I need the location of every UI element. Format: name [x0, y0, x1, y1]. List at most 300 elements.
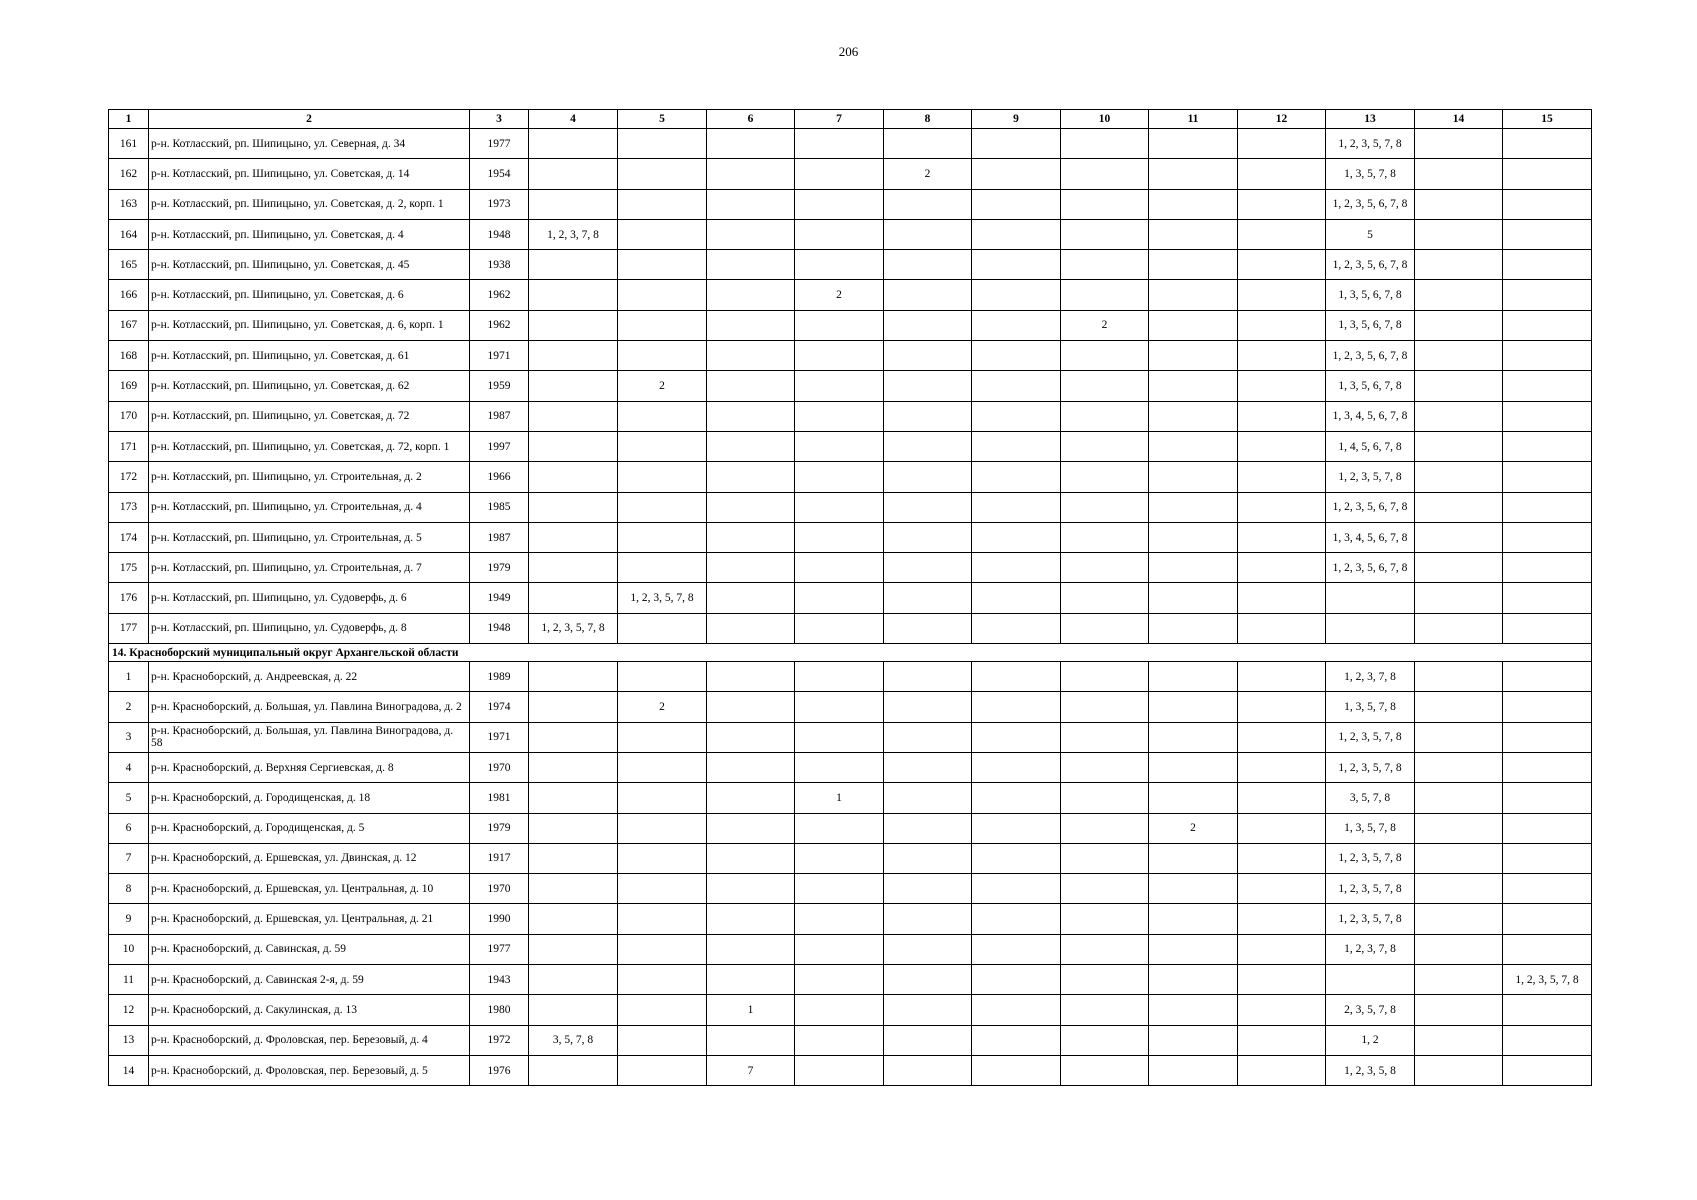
col11-cell: [1149, 904, 1238, 934]
col7-cell: [795, 431, 884, 461]
col5-cell: [618, 995, 707, 1025]
col14-cell: [1415, 874, 1503, 904]
col11-cell: [1149, 401, 1238, 431]
col7-cell: [795, 129, 884, 159]
col13-cell: 1, 3, 5, 6, 7, 8: [1326, 371, 1415, 401]
col13-cell: 1, 2, 3, 5, 7, 8: [1326, 722, 1415, 752]
col4-cell: [529, 722, 618, 752]
row-number-cell: 173: [109, 492, 149, 522]
col4-cell: [529, 522, 618, 552]
col6-cell: [707, 692, 795, 722]
col6-cell: [707, 310, 795, 340]
col11-cell: [1149, 219, 1238, 249]
col8-cell: [884, 722, 972, 752]
col9-cell: [972, 219, 1061, 249]
col13-cell: 1, 3, 5, 7, 8: [1326, 159, 1415, 189]
col15-cell: [1503, 722, 1592, 752]
col11-cell: [1149, 1025, 1238, 1055]
table-body: [109, 129, 1592, 1086]
col5-cell: [618, 553, 707, 583]
col14-cell: [1415, 783, 1503, 813]
address-cell: р-н. Котласский, рп. Шипицыно, ул. Советская, д. 6: [149, 280, 470, 310]
col11-cell: [1149, 752, 1238, 782]
year-cell: 1977: [470, 934, 529, 964]
column-header-4: 4: [529, 110, 618, 129]
col5-cell: 2: [618, 371, 707, 401]
col4-cell: [529, 583, 618, 613]
col15-cell: [1503, 662, 1592, 692]
col12-cell: [1238, 583, 1326, 613]
row-number-cell: 9: [109, 904, 149, 934]
col8-cell: [884, 522, 972, 552]
col8-cell: [884, 129, 972, 159]
col15-cell: [1503, 189, 1592, 219]
col12-cell: [1238, 613, 1326, 643]
col4-cell: [529, 129, 618, 159]
col6-cell: 7: [707, 1055, 795, 1085]
col4-cell: 1, 2, 3, 7, 8: [529, 219, 618, 249]
column-header-7: 7: [795, 110, 884, 129]
col11-cell: [1149, 280, 1238, 310]
col10-cell: [1061, 843, 1149, 873]
col5-cell: [618, 401, 707, 431]
address-cell: р-н. Котласский, рп. Шипицыно, ул. Советская, д. 14: [149, 159, 470, 189]
col10-cell: [1061, 341, 1149, 371]
column-header-3: 3: [470, 110, 529, 129]
col7-cell: [795, 371, 884, 401]
col8-cell: [884, 934, 972, 964]
row-number-cell: 169: [109, 371, 149, 401]
row-number-cell: 167: [109, 310, 149, 340]
col7-cell: 2: [795, 280, 884, 310]
col4-cell: [529, 462, 618, 492]
col5-cell: [618, 310, 707, 340]
col6-cell: [707, 874, 795, 904]
col14-cell: [1415, 522, 1503, 552]
col15-cell: [1503, 522, 1592, 552]
col6-cell: [707, 934, 795, 964]
table-row: [109, 783, 1592, 813]
col9-cell: [972, 1055, 1061, 1085]
col8-cell: [884, 904, 972, 934]
col14-cell: [1415, 159, 1503, 189]
year-cell: 1970: [470, 752, 529, 782]
row-number-cell: 170: [109, 401, 149, 431]
row-number-cell: 4: [109, 752, 149, 782]
col7-cell: [795, 722, 884, 752]
col13-cell: 1, 2, 3, 5, 6, 7, 8: [1326, 341, 1415, 371]
col7-cell: [795, 843, 884, 873]
col15-cell: [1503, 843, 1592, 873]
col11-cell: [1149, 250, 1238, 280]
col11-cell: [1149, 662, 1238, 692]
column-header-15: 15: [1503, 110, 1592, 129]
col12-cell: [1238, 189, 1326, 219]
col6-cell: [707, 783, 795, 813]
col11-cell: [1149, 995, 1238, 1025]
col12-cell: [1238, 341, 1326, 371]
table-row: [109, 431, 1592, 461]
col4-cell: [529, 492, 618, 522]
row-number-cell: 11: [109, 965, 149, 995]
col7-cell: [795, 995, 884, 1025]
col8-cell: [884, 310, 972, 340]
year-cell: 1987: [470, 522, 529, 552]
address-cell: р-н. Котласский, рп. Шипицыно, ул. Советская, д. 72, корп. 1: [149, 431, 470, 461]
table-row: [109, 1055, 1592, 1085]
col9-cell: [972, 401, 1061, 431]
address-cell: р-н. Котласский, рп. Шипицыно, ул. Судоверфь, д. 6: [149, 583, 470, 613]
col5-cell: [618, 492, 707, 522]
year-cell: 1980: [470, 995, 529, 1025]
col6-cell: [707, 341, 795, 371]
col13-cell: 1, 3, 5, 6, 7, 8: [1326, 310, 1415, 340]
col11-cell: [1149, 189, 1238, 219]
col11-cell: [1149, 462, 1238, 492]
col9-cell: [972, 662, 1061, 692]
col4-cell: [529, 904, 618, 934]
table-row: [109, 965, 1592, 995]
table-row: [109, 553, 1592, 583]
col7-cell: [795, 752, 884, 782]
col4-cell: [529, 310, 618, 340]
col7-cell: [795, 874, 884, 904]
col5-cell: 2: [618, 692, 707, 722]
col9-cell: [972, 813, 1061, 843]
col15-cell: [1503, 280, 1592, 310]
table-row: [109, 934, 1592, 964]
col8-cell: [884, 1055, 972, 1085]
col8-cell: [884, 371, 972, 401]
table-row: [109, 492, 1592, 522]
column-header-9: 9: [972, 110, 1061, 129]
col12-cell: [1238, 995, 1326, 1025]
row-number-cell: 164: [109, 219, 149, 249]
col9-cell: [972, 553, 1061, 583]
col5-cell: [618, 752, 707, 782]
col13-cell: 1, 2, 3, 5, 6, 7, 8: [1326, 553, 1415, 583]
col11-cell: [1149, 692, 1238, 722]
col13-cell: 1, 2, 3, 5, 8: [1326, 1055, 1415, 1085]
col6-cell: [707, 613, 795, 643]
col5-cell: [618, 613, 707, 643]
col11-cell: [1149, 874, 1238, 904]
col4-cell: [529, 401, 618, 431]
col10-cell: [1061, 159, 1149, 189]
col14-cell: [1415, 722, 1503, 752]
col14-cell: [1415, 752, 1503, 782]
col6-cell: 1: [707, 995, 795, 1025]
col8-cell: [884, 341, 972, 371]
row-number-cell: 6: [109, 813, 149, 843]
col6-cell: [707, 462, 795, 492]
address-cell: р-н. Красноборский, д. Фроловская, пер. Березовый, д. 4: [149, 1025, 470, 1055]
col12-cell: [1238, 722, 1326, 752]
col7-cell: [795, 934, 884, 964]
col11-cell: [1149, 310, 1238, 340]
col5-cell: [618, 1055, 707, 1085]
col4-cell: [529, 934, 618, 964]
address-cell: р-н. Котласский, рп. Шипицыно, ул. Строительная, д. 2: [149, 462, 470, 492]
col8-cell: [884, 492, 972, 522]
col9-cell: [972, 462, 1061, 492]
col5-cell: [618, 250, 707, 280]
col8-cell: [884, 583, 972, 613]
col13-cell: 1, 3, 4, 5, 6, 7, 8: [1326, 522, 1415, 552]
col13-cell: 3, 5, 7, 8: [1326, 783, 1415, 813]
row-number-cell: 177: [109, 613, 149, 643]
col7-cell: [795, 1055, 884, 1085]
col4-cell: [529, 965, 618, 995]
col10-cell: [1061, 431, 1149, 461]
col11-cell: [1149, 341, 1238, 371]
page-number: 206: [838, 44, 859, 59]
row-number-cell: 163: [109, 189, 149, 219]
address-cell: р-н. Котласский, рп. Шипицыно, ул. Советская, д. 2, корп. 1: [149, 189, 470, 219]
year-cell: 1979: [470, 553, 529, 583]
col10-cell: [1061, 401, 1149, 431]
col12-cell: [1238, 783, 1326, 813]
col15-cell: [1503, 904, 1592, 934]
address-cell: р-н. Красноборский, д. Андреевская, д. 22: [149, 662, 470, 692]
year-cell: 1972: [470, 1025, 529, 1055]
column-header-10: 10: [1061, 110, 1149, 129]
col8-cell: [884, 189, 972, 219]
col14-cell: [1415, 492, 1503, 522]
col11-cell: [1149, 843, 1238, 873]
col6-cell: [707, 522, 795, 552]
col4-cell: [529, 341, 618, 371]
year-cell: 1948: [470, 613, 529, 643]
col15-cell: [1503, 492, 1592, 522]
col10-cell: [1061, 752, 1149, 782]
col7-cell: [795, 692, 884, 722]
address-cell: р-н. Котласский, рп. Шипицыно, ул. Советская, д. 45: [149, 250, 470, 280]
col14-cell: [1415, 995, 1503, 1025]
address-cell: р-н. Котласский, рп. Шипицыно, ул. Советская, д. 6, корп. 1: [149, 310, 470, 340]
col12-cell: [1238, 401, 1326, 431]
col11-cell: [1149, 371, 1238, 401]
year-cell: 1990: [470, 904, 529, 934]
housing-registry-table: [108, 109, 1592, 1086]
year-cell: 1966: [470, 462, 529, 492]
col10-cell: [1061, 813, 1149, 843]
col13-cell: [1326, 613, 1415, 643]
col11-cell: [1149, 1055, 1238, 1085]
year-cell: 1970: [470, 874, 529, 904]
col15-cell: [1503, 401, 1592, 431]
year-cell: 1943: [470, 965, 529, 995]
col5-cell: [618, 189, 707, 219]
col8-cell: [884, 462, 972, 492]
col4-cell: [529, 662, 618, 692]
row-number-cell: 162: [109, 159, 149, 189]
col4-cell: [529, 874, 618, 904]
col5-cell: [618, 159, 707, 189]
address-cell: р-н. Котласский, рп. Шипицыно, ул. Строительная, д. 4: [149, 492, 470, 522]
row-number-cell: 7: [109, 843, 149, 873]
table-row: [109, 341, 1592, 371]
col8-cell: [884, 250, 972, 280]
col6-cell: [707, 159, 795, 189]
col10-cell: [1061, 522, 1149, 552]
col12-cell: [1238, 553, 1326, 583]
col13-cell: 1, 4, 5, 6, 7, 8: [1326, 431, 1415, 461]
col15-cell: [1503, 431, 1592, 461]
col8-cell: [884, 995, 972, 1025]
col14-cell: [1415, 662, 1503, 692]
address-cell: р-н. Котласский, рп. Шипицыно, ул. Советская, д. 4: [149, 219, 470, 249]
section-heading-row: [109, 644, 1592, 662]
year-cell: 1973: [470, 189, 529, 219]
year-cell: 1959: [470, 371, 529, 401]
col14-cell: [1415, 843, 1503, 873]
col14-cell: [1415, 431, 1503, 461]
col8-cell: [884, 843, 972, 873]
col15-cell: [1503, 583, 1592, 613]
col15-cell: [1503, 310, 1592, 340]
col10-cell: [1061, 722, 1149, 752]
col12-cell: [1238, 662, 1326, 692]
col12-cell: [1238, 1025, 1326, 1055]
table-row: [109, 1025, 1592, 1055]
col12-cell: [1238, 813, 1326, 843]
col14-cell: [1415, 934, 1503, 964]
col4-cell: 3, 5, 7, 8: [529, 1025, 618, 1055]
col10-cell: [1061, 965, 1149, 995]
table-row: [109, 219, 1592, 249]
col13-cell: 1, 3, 5, 7, 8: [1326, 813, 1415, 843]
col15-cell: [1503, 934, 1592, 964]
col8-cell: [884, 783, 972, 813]
table-row: [109, 692, 1592, 722]
col4-cell: [529, 1055, 618, 1085]
col13-cell: 1, 2: [1326, 1025, 1415, 1055]
address-cell: р-н. Красноборский, д. Савинская, д. 59: [149, 934, 470, 964]
column-header-6: 6: [707, 110, 795, 129]
col14-cell: [1415, 1025, 1503, 1055]
col15-cell: [1503, 553, 1592, 583]
col14-cell: [1415, 613, 1503, 643]
col12-cell: [1238, 752, 1326, 782]
col11-cell: [1149, 431, 1238, 461]
col15-cell: [1503, 692, 1592, 722]
table-row: [109, 280, 1592, 310]
year-cell: 1971: [470, 722, 529, 752]
row-number-cell: 12: [109, 995, 149, 1025]
col9-cell: [972, 159, 1061, 189]
column-header-8: 8: [884, 110, 972, 129]
address-cell: р-н. Красноборский, д. Ершевская, ул. Центральная, д. 21: [149, 904, 470, 934]
col13-cell: 1, 3, 5, 7, 8: [1326, 692, 1415, 722]
col13-cell: 1, 3, 4, 5, 6, 7, 8: [1326, 401, 1415, 431]
col14-cell: [1415, 813, 1503, 843]
col15-cell: [1503, 371, 1592, 401]
col10-cell: [1061, 995, 1149, 1025]
col5-cell: [618, 522, 707, 552]
col9-cell: [972, 431, 1061, 461]
column-header-2: 2: [149, 110, 470, 129]
col4-cell: [529, 692, 618, 722]
col9-cell: [972, 341, 1061, 371]
col12-cell: [1238, 159, 1326, 189]
row-number-cell: 13: [109, 1025, 149, 1055]
col5-cell: [618, 280, 707, 310]
column-header-1: 1: [109, 110, 149, 129]
col15-cell: [1503, 129, 1592, 159]
col11-cell: [1149, 783, 1238, 813]
col4-cell: [529, 813, 618, 843]
col7-cell: [795, 250, 884, 280]
col7-cell: [795, 401, 884, 431]
col10-cell: [1061, 583, 1149, 613]
col8-cell: [884, 280, 972, 310]
address-cell: р-н. Котласский, рп. Шипицыно, ул. Советская, д. 72: [149, 401, 470, 431]
row-number-cell: 165: [109, 250, 149, 280]
col14-cell: [1415, 904, 1503, 934]
table-row: [109, 995, 1592, 1025]
col14-cell: [1415, 219, 1503, 249]
col6-cell: [707, 219, 795, 249]
year-cell: 1974: [470, 692, 529, 722]
col6-cell: [707, 250, 795, 280]
col4-cell: [529, 553, 618, 583]
col12-cell: [1238, 692, 1326, 722]
column-header-12: 12: [1238, 110, 1326, 129]
col7-cell: [795, 189, 884, 219]
column-header-11: 11: [1149, 110, 1238, 129]
col9-cell: [972, 722, 1061, 752]
col5-cell: [618, 843, 707, 873]
col12-cell: [1238, 522, 1326, 552]
row-number-cell: 1: [109, 662, 149, 692]
col8-cell: [884, 874, 972, 904]
col15-cell: [1503, 874, 1592, 904]
col14-cell: [1415, 965, 1503, 995]
column-header-13: 13: [1326, 110, 1415, 129]
col13-cell: [1326, 583, 1415, 613]
col9-cell: [972, 965, 1061, 995]
col12-cell: [1238, 965, 1326, 995]
col5-cell: 1, 2, 3, 5, 7, 8: [618, 583, 707, 613]
col8-cell: [884, 662, 972, 692]
address-cell: р-н. Красноборский, д. Верхняя Сергиевская, д. 8: [149, 752, 470, 782]
year-cell: 1976: [470, 1055, 529, 1085]
address-cell: р-н. Котласский, рп. Шипицыно, ул. Строительная, д. 7: [149, 553, 470, 583]
col4-cell: [529, 431, 618, 461]
col10-cell: [1061, 492, 1149, 522]
col9-cell: [972, 904, 1061, 934]
col9-cell: [972, 843, 1061, 873]
table-row: [109, 874, 1592, 904]
col13-cell: 1, 2, 3, 7, 8: [1326, 934, 1415, 964]
table-row: [109, 813, 1592, 843]
col8-cell: [884, 752, 972, 782]
col13-cell: 1, 2, 3, 5, 6, 7, 8: [1326, 492, 1415, 522]
col5-cell: [618, 722, 707, 752]
section-title: 14. Красноборский муниципальный округ Архангельской области: [109, 644, 1592, 662]
year-cell: 1938: [470, 250, 529, 280]
col7-cell: [795, 341, 884, 371]
col13-cell: 1, 2, 3, 5, 7, 8: [1326, 904, 1415, 934]
table-row: [109, 613, 1592, 643]
col15-cell: [1503, 752, 1592, 782]
col9-cell: [972, 280, 1061, 310]
col10-cell: [1061, 1025, 1149, 1055]
col14-cell: [1415, 189, 1503, 219]
col14-cell: [1415, 692, 1503, 722]
col4-cell: [529, 783, 618, 813]
